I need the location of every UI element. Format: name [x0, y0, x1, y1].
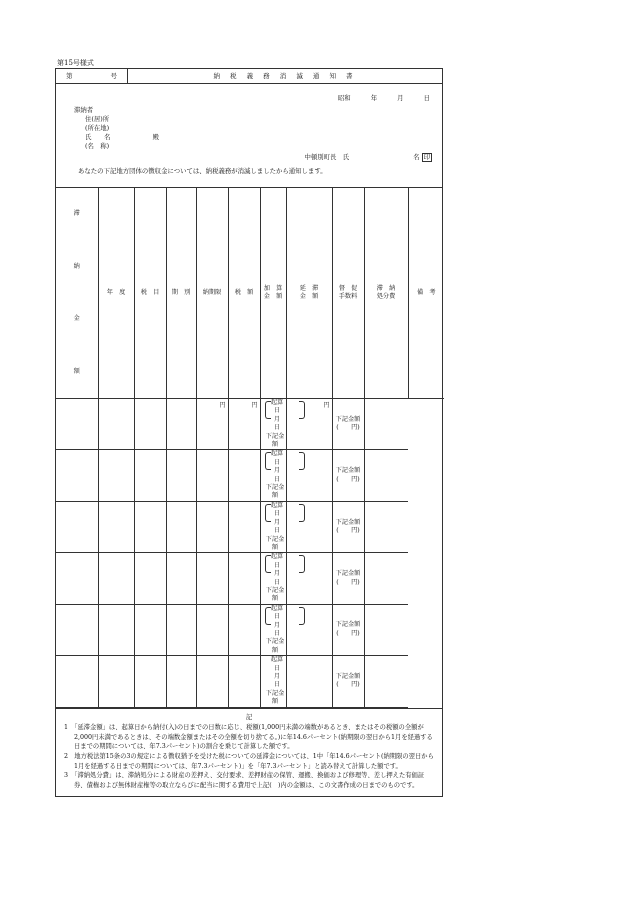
- col-due: 納期限: [196, 188, 228, 399]
- late-below-label: 下記金額: [265, 535, 285, 551]
- cell-tax: [196, 656, 228, 707]
- late-start-label: 起算日: [270, 501, 284, 518]
- cell-additional: [228, 604, 260, 655]
- taxpayer-block: [74, 106, 159, 151]
- cell-urge: [286, 604, 332, 655]
- cell-late: [260, 553, 286, 604]
- col-late-line1: 延 滞: [299, 285, 319, 292]
- cell-item: [98, 399, 134, 450]
- cell-tax: [196, 604, 228, 655]
- late-monthday-label: 月 日: [273, 621, 287, 637]
- cell-item: [98, 450, 134, 501]
- col-proc-line2: 処分費: [376, 293, 396, 300]
- table-header-row: [56, 188, 444, 399]
- number-suffix: 号: [110, 72, 117, 80]
- bracket-left: [265, 401, 271, 419]
- cell-year: [56, 450, 98, 501]
- bracket-left: [265, 452, 271, 470]
- late-below-label: 下記金額: [265, 484, 285, 500]
- name-label: 氏 名: [85, 133, 111, 141]
- col-item: 税 目: [134, 188, 166, 399]
- date-era: 昭和: [337, 94, 351, 102]
- cell-remarks: [364, 656, 408, 707]
- cell-due: [166, 656, 196, 707]
- document-header: [56, 69, 442, 84]
- table-row: [56, 501, 444, 552]
- proc-below-label: 下記金額: [335, 672, 361, 680]
- date-year: 年: [370, 94, 378, 102]
- side-char: 金: [73, 315, 80, 323]
- late-start-label: 起算日: [270, 656, 284, 672]
- notice-document: [55, 68, 443, 797]
- cell-period: [134, 399, 166, 450]
- note-item: 1 「延滞金額」は、起算日から納付(入)の日までの日数に応じ、税額(1,000円未満の端数があるとき、またはその税額の全額が2,000円未満であるときは、その端数金額またはその全額を切り捨てる。)に年14.6パーセント(納期限の翌日から1月を経過する日までの期間については、年7.3パーセント)の割合を乗じて計算した額です。: [64, 724, 433, 751]
- cell-proc: [332, 553, 364, 604]
- document-title: 納 税 義 務 消 滅 通 知 書: [213, 72, 357, 80]
- col-late-line2: 金 額: [299, 293, 319, 300]
- col-remarks: 備 考: [408, 188, 444, 399]
- cell-late: [260, 450, 286, 501]
- late-start-label: 起算日: [270, 604, 284, 621]
- cell-additional: [228, 399, 260, 450]
- cell-remarks: [364, 604, 408, 655]
- cell-period: [134, 656, 166, 707]
- side-char: 額: [73, 367, 80, 375]
- proc-below-label: 下記金額: [335, 518, 361, 526]
- cell-remarks: [364, 399, 408, 450]
- late-monthday-label: 月 日: [273, 518, 287, 535]
- cell-year: [56, 604, 98, 655]
- proc-below-label: 下記金額: [335, 570, 361, 578]
- cell-item: [98, 656, 134, 707]
- cell-tax: [196, 501, 228, 552]
- late-monthday-label: 月 日: [273, 570, 287, 586]
- yen-unit: 円: [219, 402, 226, 409]
- col-year: 年 度: [98, 188, 134, 399]
- cell-remarks: [364, 450, 408, 501]
- seal-mark: 印: [423, 153, 430, 161]
- side-char: 納: [73, 262, 80, 270]
- late-below-label: 下記金額: [265, 638, 285, 654]
- col-proc-line1: 滞 納: [376, 285, 396, 292]
- cell-tax: [196, 450, 228, 501]
- number-prefix: 第: [66, 72, 73, 80]
- late-monthday-label: 月 日: [273, 673, 287, 689]
- document-number-field: [56, 69, 128, 83]
- honorific: 殿: [152, 133, 159, 141]
- arrears-table: [56, 188, 444, 708]
- cell-period: [134, 604, 166, 655]
- proc-below-label: 下記金額: [335, 621, 361, 629]
- cell-item: [98, 501, 134, 552]
- cell-proc: [332, 450, 364, 501]
- late-below-label: 下記金額: [265, 432, 285, 449]
- proc-yen-label: ( 円): [336, 475, 360, 483]
- col-urge: [332, 188, 364, 399]
- bracket-left: [265, 607, 271, 625]
- cell-urge: [286, 399, 332, 450]
- date-month: 月: [397, 94, 404, 102]
- notes-section: [56, 708, 442, 797]
- address-label: 住(居)所: [85, 115, 110, 123]
- cell-late: [260, 501, 286, 552]
- late-below-label: 下記金額: [265, 689, 285, 706]
- table-row: [56, 553, 444, 604]
- cell-period: [134, 553, 166, 604]
- late-monthday-label: 月 日: [273, 415, 287, 432]
- table-row: [56, 656, 444, 707]
- cell-due: [166, 399, 196, 450]
- intro-section: [56, 84, 442, 188]
- cell-year: [56, 399, 98, 450]
- col-additional-line1: 加 算: [263, 285, 283, 292]
- late-below-label: 下記金額: [265, 586, 285, 603]
- name-line: [74, 133, 159, 142]
- cell-remarks: [364, 553, 408, 604]
- cell-additional: [228, 450, 260, 501]
- bracket-left: [265, 504, 271, 522]
- col-tax: 税 額: [228, 188, 260, 399]
- mayor-title: 中頓別町長 氏: [304, 153, 350, 161]
- proc-yen-label: ( 円): [336, 629, 360, 637]
- cell-additional: [228, 553, 260, 604]
- notes-title: 記: [245, 713, 253, 721]
- yen-unit: 円: [251, 402, 258, 409]
- proc-below-label: 下記金額: [335, 467, 361, 475]
- table-row: [56, 399, 444, 450]
- cell-due: [166, 604, 196, 655]
- col-proc: [364, 188, 408, 399]
- cell-urge: [286, 553, 332, 604]
- cell-proc: [332, 399, 364, 450]
- mayor-name-suffix: 名: [413, 153, 420, 161]
- form-number: 第15号様式: [57, 59, 94, 67]
- cell-tax: [196, 553, 228, 604]
- mayor-signature: [304, 152, 432, 162]
- side-char: 滞: [73, 210, 80, 218]
- cell-period: [134, 450, 166, 501]
- col-additional-line2: 金 額: [263, 293, 283, 300]
- cell-due: [166, 450, 196, 501]
- cell-tax: [196, 399, 228, 450]
- date-line: [324, 93, 430, 102]
- cell-urge: [286, 450, 332, 501]
- proc-yen-label: ( 円): [336, 681, 360, 689]
- col-late: [286, 188, 332, 399]
- cell-item: [98, 604, 134, 655]
- table-row: [56, 450, 444, 501]
- cell-urge: [286, 656, 332, 707]
- col-period: 期 別: [166, 188, 196, 399]
- notice-text: あなたの下記地方団体の徴収金については、納税義務が消滅しましたから通知します。: [78, 167, 327, 175]
- late-start-label: 起算日: [270, 553, 284, 569]
- note-item: 3 「滞納処分費」は、滞納処分による財産の差押え、交付要求、差押財産の保管、運搬、換価および修理等、差し押えた有価証券、債権および無体財産権等の取立ならびに配当に関する費用で上記( )内の金額は、この文書作成の日までのものです。: [64, 772, 425, 789]
- cell-late: [260, 399, 286, 450]
- table-row: [56, 604, 444, 655]
- date-day: 日: [423, 94, 430, 102]
- cell-year: [56, 553, 98, 604]
- cell-item: [98, 553, 134, 604]
- proc-yen-label: ( 円): [336, 424, 360, 432]
- cell-due: [166, 501, 196, 552]
- late-monthday-label: 月 日: [273, 467, 287, 483]
- cell-period: [134, 501, 166, 552]
- col-additional: [260, 188, 286, 399]
- col-urge-line2: 手数料: [338, 293, 358, 300]
- corp-name-label: (名 称): [85, 142, 110, 150]
- bracket-left: [265, 555, 271, 573]
- proc-yen-label: ( 円): [336, 578, 360, 586]
- cell-late: [260, 656, 286, 707]
- cell-proc: [332, 656, 364, 707]
- cell-late: [260, 604, 286, 655]
- cell-additional: [228, 501, 260, 552]
- cell-due: [166, 553, 196, 604]
- col-urge-line1: 督 促: [338, 285, 358, 292]
- cell-additional: [228, 656, 260, 707]
- cell-year: [56, 656, 98, 707]
- cell-proc: [332, 501, 364, 552]
- proc-yen-label: ( 円): [336, 527, 360, 535]
- cell-urge: [286, 501, 332, 552]
- taxpayer-label: 滞納者: [74, 106, 94, 114]
- cell-proc: [332, 604, 364, 655]
- yen-unit: 円: [323, 402, 330, 409]
- proc-below-label: 下記金額: [335, 415, 361, 423]
- location-label: (所在地): [85, 124, 110, 132]
- note-item: 2 地方税法第15条の3の規定による徴収猶予を受けた税についての延滞金については、1中「年14.6パーセント(納期限の翌日から1月を経過する日までの期間については、年7.3パーセント)」を「年7.3パーセント」と読み替えて計算した額です。: [64, 753, 434, 770]
- cell-remarks: [364, 501, 408, 552]
- side-label: [56, 188, 98, 399]
- late-start-label: 起算日: [270, 399, 284, 415]
- late-start-label: 起算日: [270, 450, 284, 466]
- cell-year: [56, 501, 98, 552]
